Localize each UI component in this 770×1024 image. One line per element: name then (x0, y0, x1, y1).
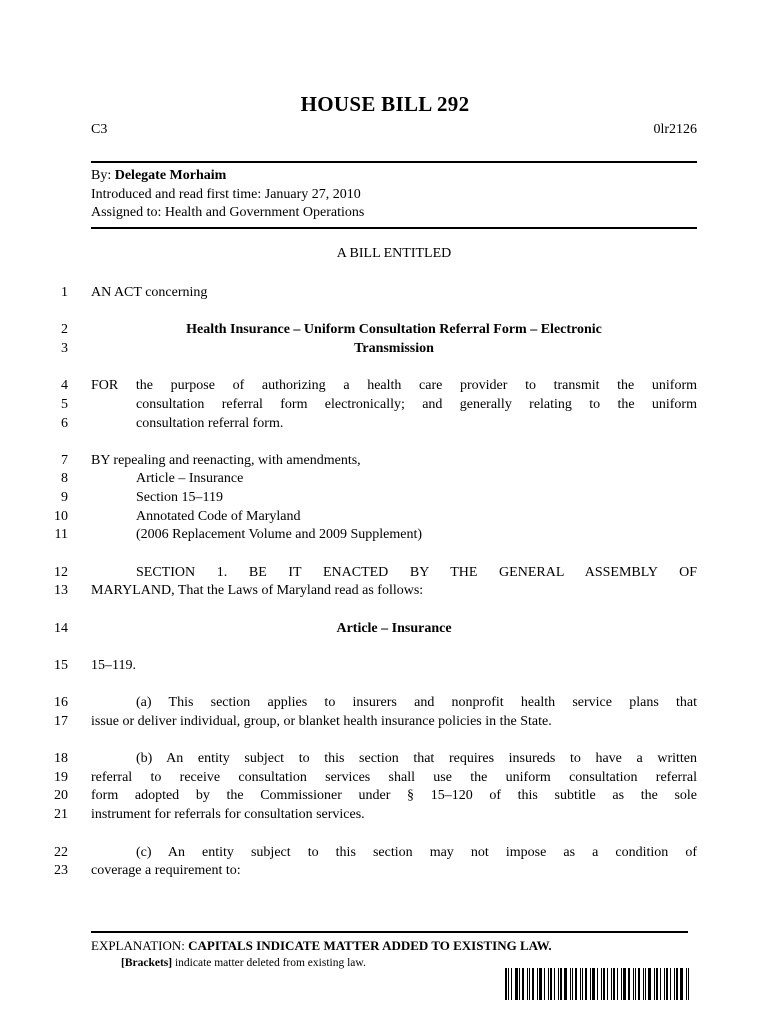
barcode-bar (585, 968, 587, 1000)
barcode-bar (505, 968, 507, 1000)
subject-code: C3 (91, 122, 108, 137)
mid-rule (91, 227, 697, 229)
article-heading: Article – Insurance (336, 621, 452, 636)
barcode-bar (621, 968, 622, 1000)
subsection-a: (a) This section applies to insurers and nonprofit health service plans that (136, 695, 697, 710)
barcode-bar (527, 968, 528, 1000)
subsection-b: (b) An entity subject to this section that requires insureds to have a written (136, 751, 697, 766)
enacting-clause: SECTION 1. BE IT ENACTED BY THE GENERAL ASSEMBLY OF (136, 565, 697, 580)
barcode-bar (522, 968, 524, 1000)
line-number: 17 (54, 714, 68, 729)
barcode (505, 968, 693, 1000)
barcode-bar (575, 968, 577, 1000)
barcode-bar (564, 968, 567, 1000)
barcode-bar (572, 968, 573, 1000)
barcode-bar (548, 968, 549, 1000)
line-number: 8 (61, 471, 68, 486)
line-number: 1 (61, 285, 68, 300)
line-number: 10 (54, 509, 68, 524)
barcode-bar (597, 968, 598, 1000)
line-number: 22 (54, 845, 68, 860)
barcode-bar (511, 968, 512, 1000)
enacting-clause: MARYLAND, That the Laws of Maryland read as follows: (91, 583, 424, 598)
line-number: 11 (54, 527, 68, 542)
line-number: 21 (54, 807, 68, 822)
barcode-bar (648, 968, 651, 1000)
line-number: 5 (61, 397, 68, 412)
barcode-bar (515, 968, 518, 1000)
barcode-bar (590, 968, 591, 1000)
line-number: 12 (54, 565, 68, 580)
barcode-bar (638, 968, 640, 1000)
act-concerning: AN ACT concerning (91, 285, 208, 300)
barcode-bar (688, 968, 689, 1000)
section-ref: Section 15–119 (136, 490, 223, 505)
line-number: 7 (61, 453, 68, 468)
subsection-a: issue or deliver individual, group, or blanket health insurance policies in the State. (91, 714, 552, 729)
line-number: 18 (54, 751, 68, 766)
barcode-bar (601, 968, 602, 1000)
barcode-bar (666, 968, 668, 1000)
barcode-bar (537, 968, 538, 1000)
introduced-line: Introduced and read first time: January 27, 2010 (91, 187, 361, 202)
sponsor-name: Delegate Morhaim (114, 168, 227, 183)
barcode-bar (656, 968, 658, 1000)
barcode-bar (645, 968, 646, 1000)
barcode-bar (550, 968, 552, 1000)
barcode-bar (592, 968, 595, 1000)
assigned-line: Assigned to: Health and Government Operations (91, 205, 365, 220)
barcode-bar (643, 968, 644, 1000)
line-number: 9 (61, 490, 68, 505)
barcode-bar (558, 968, 559, 1000)
brackets-label: [Brackets] (121, 957, 173, 969)
explanation-label: EXPLANATION: (91, 938, 185, 953)
barcode-bar (674, 968, 675, 1000)
barcode-bar (633, 968, 634, 1000)
bill-subject-line-2: Transmission (354, 341, 434, 356)
barcode-bar (508, 968, 509, 1000)
barcode-bar (628, 968, 630, 1000)
barcode-bar (554, 968, 555, 1000)
section-number: 15–119. (91, 658, 136, 673)
barcode-bar (623, 968, 626, 1000)
article-ref: Article – Insurance (136, 471, 244, 486)
subsection-b: referral to receive consultation services shall use the uniform consultation referral (91, 770, 697, 785)
purpose-line: FOR the purpose of authorizing a health care provider to transmit the uniform (91, 378, 697, 393)
line-number: 14 (54, 621, 68, 636)
repeal-line: BY repealing and reenacting, with amendments, (91, 453, 361, 468)
line-number: 3 (61, 341, 68, 356)
barcode-bar (603, 968, 605, 1000)
barcode-bar (532, 968, 534, 1000)
line-number: 19 (54, 770, 68, 785)
line-number: 13 (54, 583, 68, 598)
barcode-bar (607, 968, 608, 1000)
line-number: 6 (61, 416, 68, 431)
explanation-text: CAPITALS INDICATE MATTER ADDED TO EXISTING LAW. (188, 938, 552, 953)
line-number: 20 (54, 788, 68, 803)
subsection-b: instrument for referrals for consultation services. (91, 807, 365, 822)
barcode-bar (529, 968, 530, 1000)
barcode-bar (617, 968, 618, 1000)
barcode-bar (613, 968, 615, 1000)
barcode-bar (635, 968, 636, 1000)
subsection-c: (c) An entity subject to this section may not impose as a condition of (136, 845, 697, 860)
barcode-bar (519, 968, 520, 1000)
by-label: By: (91, 168, 112, 183)
subsection-b: form adopted by the Commissioner under § 15–120 of this subtitle as the sole (91, 788, 697, 803)
brackets-note (121, 957, 366, 969)
barcode-bar (676, 968, 678, 1000)
barcode-bar (560, 968, 562, 1000)
barcode-bar (611, 968, 612, 1000)
sponsor-line (91, 168, 226, 184)
barcode-bar (670, 968, 671, 1000)
barcode-bar (544, 968, 545, 1000)
line-number: 15 (54, 658, 68, 673)
line-number: 4 (61, 378, 68, 393)
volume-ref: (2006 Replacement Volume and 2009 Supplement) (136, 527, 423, 542)
bill-subject-line-1: Health Insurance – Uniform Consultation Referral Form – Electronic (186, 322, 602, 337)
barcode-bar (582, 968, 583, 1000)
explanation-note (91, 938, 552, 954)
line-number: 23 (54, 863, 68, 878)
footer-rule (91, 931, 688, 933)
purpose-line: consultation referral form electronically; and generally relating to the uniform (136, 397, 697, 412)
top-rule (91, 161, 697, 163)
bill-entitled: A BILL ENTITLED (336, 246, 452, 261)
bill-file-code: 0lr2126 (653, 122, 697, 137)
barcode-bar (539, 968, 542, 1000)
purpose-line: consultation referral form. (136, 416, 284, 431)
bill-title: HOUSE BILL 292 (300, 92, 470, 116)
barcode-bar (664, 968, 665, 1000)
barcode-bar (660, 968, 661, 1000)
barcode-bar (570, 968, 571, 1000)
brackets-text: indicate matter deleted from existing law. (174, 957, 366, 969)
barcode-bar (580, 968, 581, 1000)
line-number: 2 (61, 322, 68, 337)
line-number: 16 (54, 695, 68, 710)
barcode-bar (654, 968, 655, 1000)
barcode-bar (680, 968, 683, 1000)
subsection-c: coverage a requirement to: (91, 863, 241, 878)
code-ref: Annotated Code of Maryland (136, 509, 301, 524)
barcode-bar (686, 968, 687, 1000)
